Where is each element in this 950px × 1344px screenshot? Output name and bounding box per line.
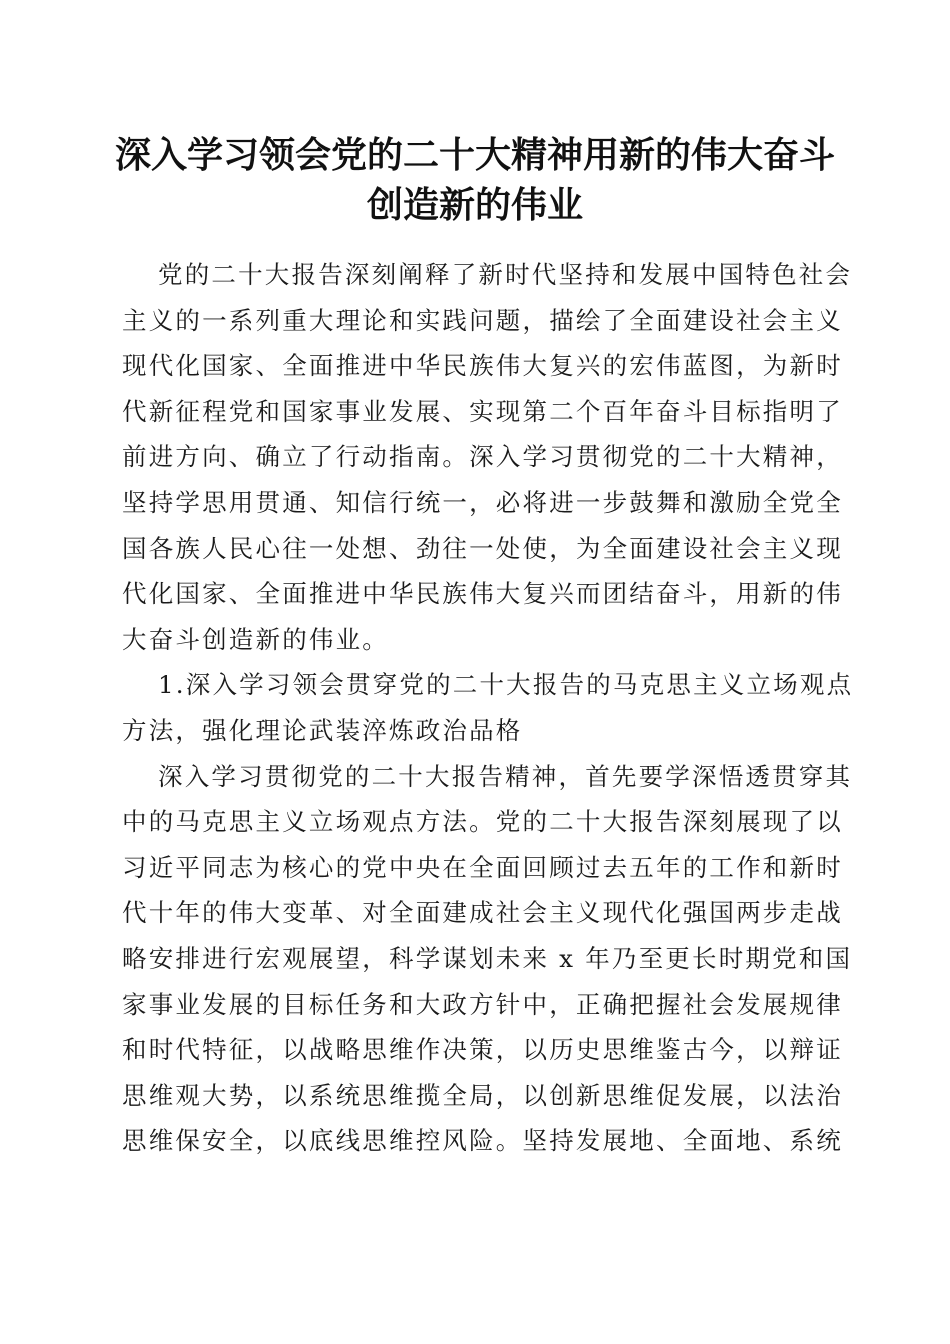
paragraph-line: 和时代特征，以战略思维作决策，以历史思维鉴古今，以辩证 — [122, 1035, 843, 1065]
paragraph-line: 大奋斗创造新的伟业。 — [122, 624, 389, 654]
paragraph-line: 坚持学思用贯通、知信行统一，必将进一步鼓舞和激励全党全 — [122, 487, 843, 517]
paragraph-line: 国各族人民心往一处想、劲往一处使，为全面建设社会主义现 — [122, 533, 843, 563]
paragraph-line: 略安排进行宏观展望，科学谋划未来 x 年乃至更长时期党和国 — [122, 943, 853, 973]
paragraph-line: 党的二十大报告深刻阐释了新时代坚持和发展中国特色社会 — [158, 260, 853, 289]
paragraph-line: 前进方向、确立了行动指南。深入学习贯彻党的二十大精神， — [122, 442, 843, 472]
paragraph-line: 习近平同志为核心的党中央在全面回顾过去五年的工作和新时 — [122, 852, 843, 882]
paragraph-line: 思维观大势，以系统思维揽全局，以创新思维促发展，以法治 — [122, 1080, 843, 1110]
paragraph-line: 现代化国家、全面推进中华民族伟大复兴的宏伟蓝图，为新时 — [122, 351, 843, 381]
document-body — [122, 252, 854, 1164]
title-line-2: 创造新的伟业 — [366, 184, 583, 226]
paragraph-line: 代新征程党和国家事业发展、实现第二个百年奋斗目标指明了 — [122, 396, 843, 426]
section-heading-line: 方法，强化理论武装淬炼政治品格 — [122, 715, 523, 745]
paragraph-line: 深入学习贯彻党的二十大报告精神，首先要学深悟透贯穿其 — [158, 761, 853, 791]
paragraph-line: 代十年的伟大变革、对全面建成社会主义现代化强国两步走战 — [122, 898, 843, 928]
paragraph-line: 代化国家、全面推进中华民族伟大复兴而团结奋斗，用新的伟 — [122, 579, 843, 609]
paragraph-line: 家事业发展的目标任务和大政方针中，正确把握社会发展规律 — [122, 989, 843, 1019]
paragraph-line: 中的马克思主义立场观点方法。党的二十大报告深刻展现了以 — [122, 807, 843, 837]
document-title — [100, 130, 850, 230]
title-line-1: 深入学习领会党的二十大精神用新的伟大奋斗 — [114, 134, 835, 176]
paragraph-line: 主义的一系列重大理论和实践问题，描绘了全面建设社会主义 — [122, 305, 843, 335]
paragraph-line: 思维保安全，以底线思维控风险。坚持发展地、全面地、系统 — [122, 1126, 843, 1156]
section-heading-line: 1.深入学习领会贯穿党的二十大报告的马克思主义立场观点 — [158, 670, 854, 700]
